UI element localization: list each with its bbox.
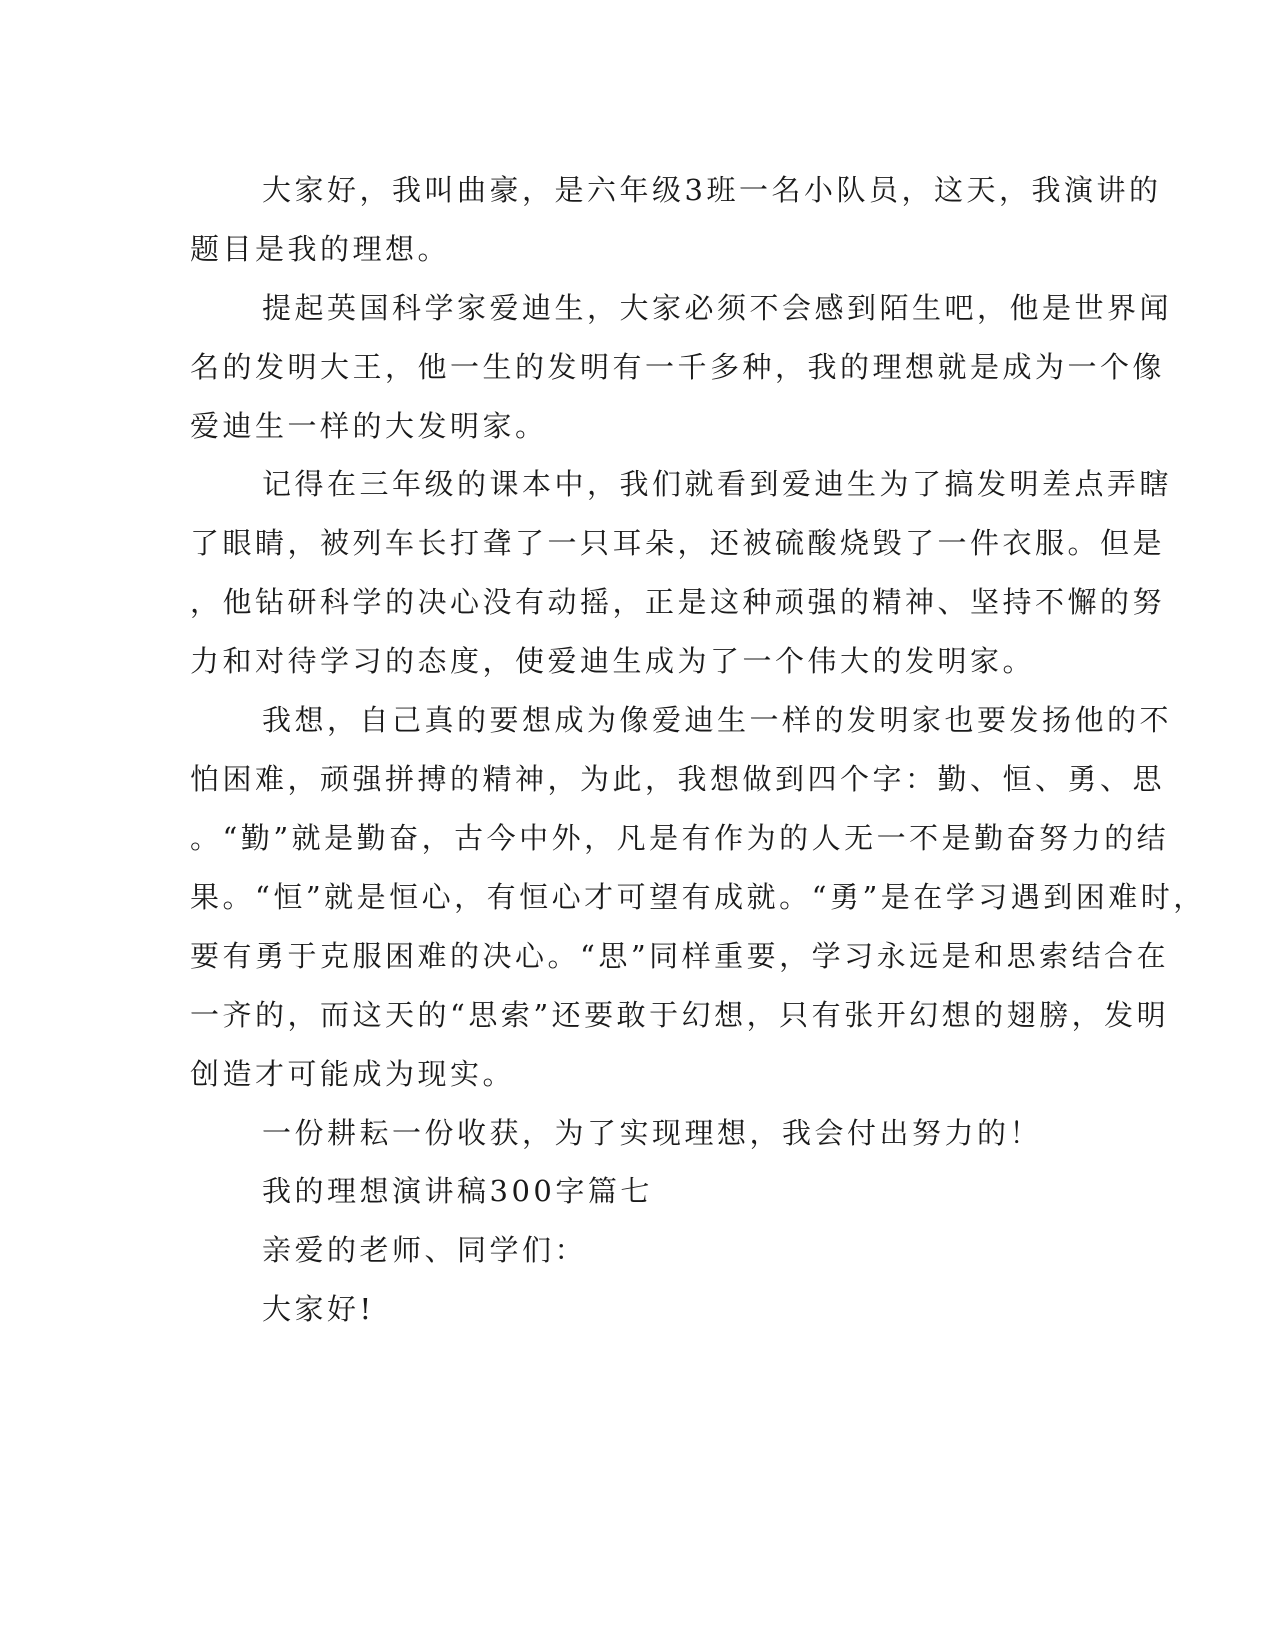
paragraph-1-line-2: 题目是我的理想。 [190, 232, 451, 266]
paragraph-4-line-5: 要有勇于克服困难的决心。“思”同样重要，学习永远是和思索结合在 [190, 939, 1170, 973]
paragraph-4-line-7: 创造才可能成为现实。 [190, 1057, 516, 1091]
salutation: 亲爱的老师、同学们： [262, 1233, 588, 1267]
paragraph-5-line-1: 一份耕耘一份收获，为了实现理想，我会付出努力的！ [262, 1116, 1043, 1150]
paragraph-3-line-1: 记得在三年级的课本中，我们就看到爱迪生为了搞发明差点弄瞎 [262, 467, 1173, 501]
paragraph-3-line-4: 力和对待学习的态度，使爱迪生成为了一个伟大的发明家。 [190, 644, 1036, 678]
paragraph-2-line-3: 爱迪生一样的大发明家。 [190, 409, 548, 443]
paragraph-2-line-2: 名的发明大王，他一生的发明有一千多种，我的理想就是成为一个像 [190, 350, 1166, 384]
paragraph-4-line-4: 果。“恒”就是恒心，有恒心才可望有成就。“勇”是在学习遇到困难时， [190, 880, 1206, 914]
section-heading: 我的理想演讲稿300字篇七 [262, 1174, 653, 1208]
paragraph-4-line-6: 一齐的，而这天的“思索”还要敢于幻想，只有张开幻想的翅膀，发明 [190, 998, 1170, 1032]
greeting: 大家好! [262, 1292, 375, 1326]
paragraph-3-line-3: ，他钻研科学的决心没有动摇，正是这种顽强的精神、坚持不懈的努 [190, 585, 1166, 619]
paragraph-4-line-1: 我想，自己真的要想成为像爱迪生一样的发明家也要发扬他的不 [262, 703, 1173, 737]
paragraph-4-line-3: 。“勤”就是勤奋，古今中外，凡是有作为的人无一不是勤奋努力的结 [190, 821, 1170, 855]
paragraph-4-line-2: 怕困难，顽强拼搏的精神，为此，我想做到四个字：勤、恒、勇、思 [190, 762, 1166, 796]
paragraph-3-line-2: 了眼睛，被列车长打聋了一只耳朵，还被硫酸烧毁了一件衣服。但是 [190, 526, 1166, 560]
paragraph-2-line-1: 提起英国科学家爱迪生，大家必须不会感到陌生吧，他是世界闻 [262, 291, 1173, 325]
paragraph-1-line-1: 大家好，我叫曲豪，是六年级3班一名小队员，这天，我演讲的 [262, 173, 1162, 207]
